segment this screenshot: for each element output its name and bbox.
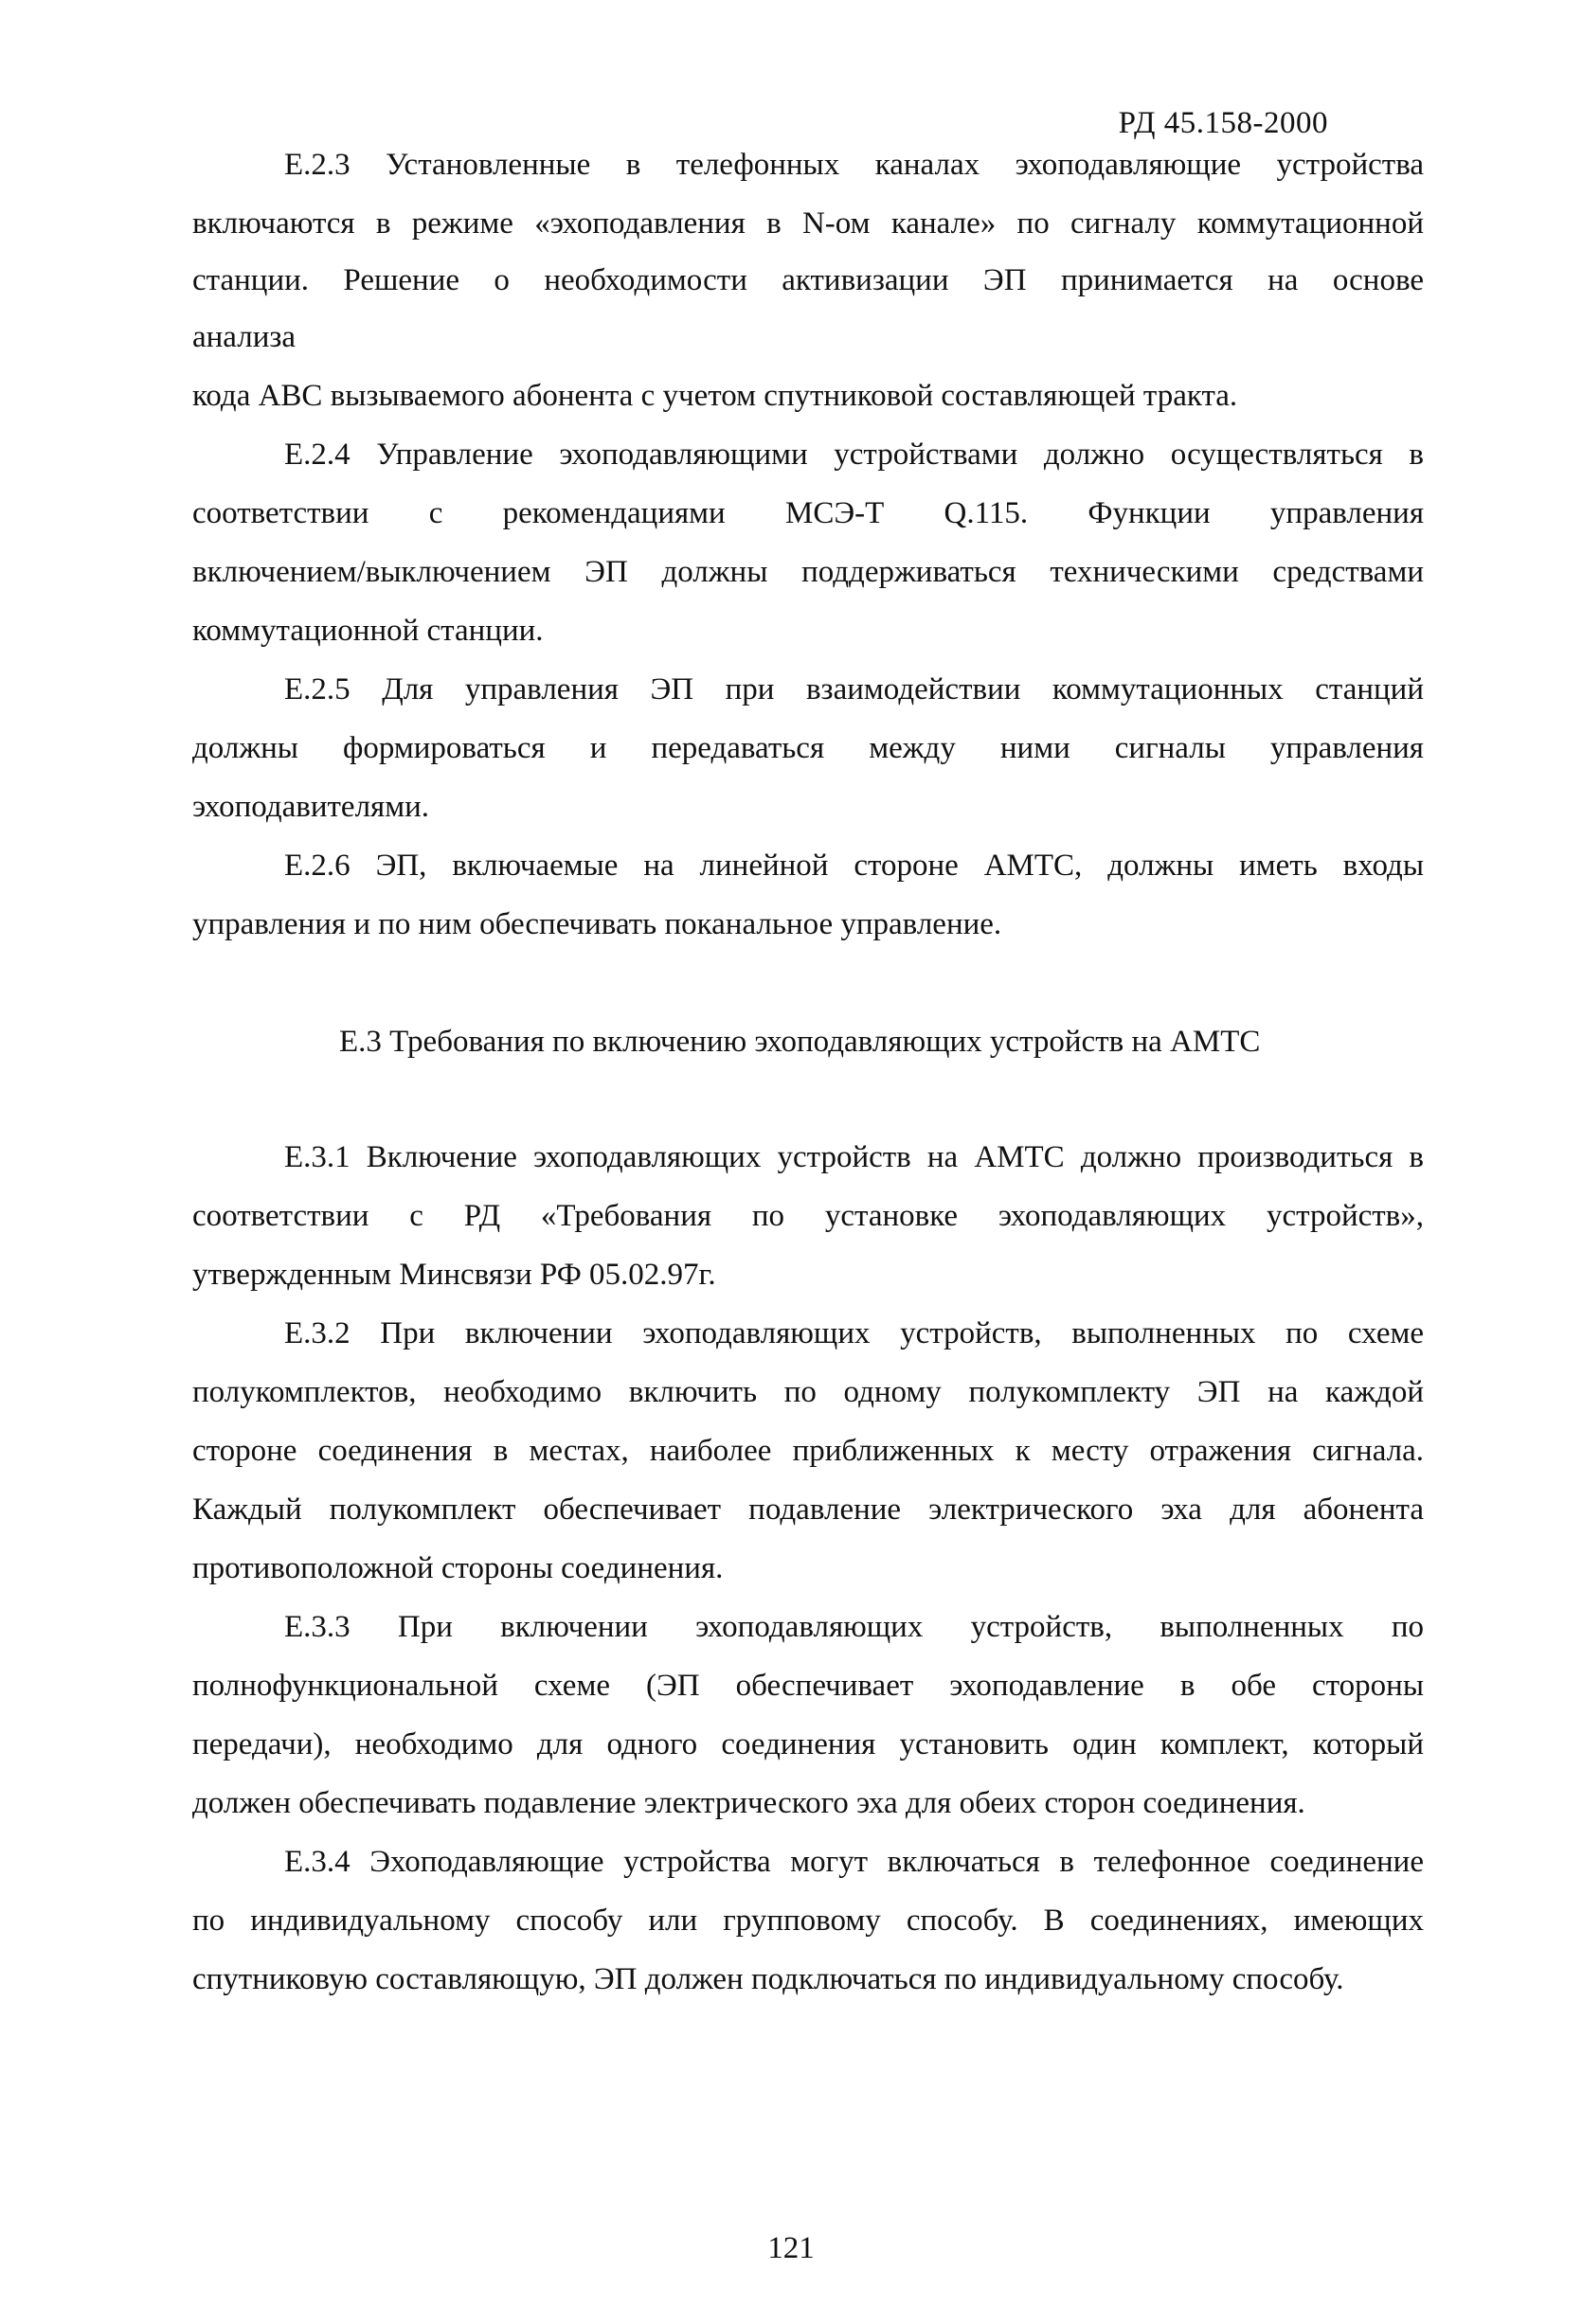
paragraph-e-2-4-line-4: коммутационной станции. xyxy=(192,614,544,648)
paragraph-e-2-6-line-2: управления и по ним обеспечивать поканальное управление. xyxy=(192,907,1002,941)
paragraph-e-2-3-line-1: Е.2.3 Установленные в телефонных каналах эхоподавляющие устройства xyxy=(284,148,1424,182)
paragraph-e-2-4-line-3: включением/выключением ЭП должны поддерживаться техническими средствами xyxy=(192,555,1424,589)
paragraph-e-2-5-line-2: должны формироваться и передаваться между ними сигналы управления xyxy=(192,731,1424,765)
paragraph-e-2-3-line-5: кода АВС вызываемого абонента с учетом спутниковой составляющей тракта. xyxy=(192,379,1238,413)
page-number: 121 xyxy=(767,2231,815,2265)
paragraph-e-2-3-line-3: станции. Решение о необходимости активизации ЭП принимается на основе xyxy=(192,263,1424,297)
paragraph-e-3-4-line-2: по индивидуальному способу или групповому способу. В соединениях, имеющих xyxy=(192,1904,1424,1938)
paragraph-e-3-2-line-2: полукомплектов, необходимо включить по одному полукомплекту ЭП на каждой xyxy=(192,1375,1424,1409)
paragraph-e-3-3-line-1: Е.3.3 При включении эхоподавляющих устройств, выполненных по xyxy=(284,1610,1424,1644)
paragraph-e-3-1-line-3: утвержденным Минсвязи РФ 05.02.97г. xyxy=(192,1258,716,1292)
paragraph-e-2-5-line-3: эхоподавителями. xyxy=(192,790,430,824)
paragraph-e-3-3-line-4: должен обеспечивать подавление электрического эха для обеих сторон соединения. xyxy=(192,1786,1305,1820)
paragraph-e-3-1-line-1: Е.3.1 Включение эхоподавляющих устройств на АМТС должно производиться в xyxy=(284,1140,1424,1174)
paragraph-e-3-4-line-3: спутниковую составляющую, ЭП должен подключаться по индивидуальному способу. xyxy=(192,1962,1344,1996)
paragraph-e-2-4-line-1: Е.2.4 Управление эхоподавляющими устройствами должно осуществляться в xyxy=(284,438,1424,472)
paragraph-e-3-2-line-5: противоположной стороны соединения. xyxy=(192,1551,724,1585)
paragraph-e-2-6-line-1: Е.2.6 ЭП, включаемые на линейной стороне АМТС, должны иметь входы xyxy=(284,849,1424,883)
paragraph-e-2-4-line-2: соответствии с рекомендациями МСЭ-Т Q.115. Функции управления xyxy=(192,496,1424,530)
paragraph-e-3-2-line-4: Каждый полукомплект обеспечивает подавление электрического эха для абонента xyxy=(192,1493,1424,1527)
paragraph-e-3-3-line-3: передачи), необходимо для одного соединения установить один комплект, который xyxy=(192,1727,1424,1761)
paragraph-e-3-2-line-1: Е.3.2 При включении эхоподавляющих устройств, выполненных по схеме xyxy=(284,1316,1424,1350)
paragraph-e-3-2-line-3: стороне соединения в местах, наиболее приближенных к месту отражения сигнала. xyxy=(192,1434,1424,1468)
paragraph-e-2-3-line-2: включаются в режиме «эхоподавления в N-ом канале» по сигналу коммутационной xyxy=(192,206,1424,241)
paragraph-e-3-1-line-2: соответствии с РД «Требования по установке эхоподавляющих устройств», xyxy=(192,1199,1424,1233)
document-code: РД 45.158-2000 xyxy=(1118,106,1328,140)
paragraph-e-3-4-line-1: Е.3.4 Эхоподавляющие устройства могут включаться в телефонное соединение xyxy=(284,1845,1424,1879)
paragraph-e-3-3-line-2: полнофункциональной схеме (ЭП обеспечивает эхоподавление в обе стороны xyxy=(192,1669,1424,1703)
paragraph-e-2-5-line-1: Е.2.5 Для управления ЭП при взаимодействии коммутационных станций xyxy=(284,672,1424,706)
section-heading-e-3: Е.3 Требования по включению эхоподавляющих устройств на АМТС xyxy=(339,1025,1261,1059)
paragraph-e-2-3-line-4: анализа xyxy=(192,320,297,354)
